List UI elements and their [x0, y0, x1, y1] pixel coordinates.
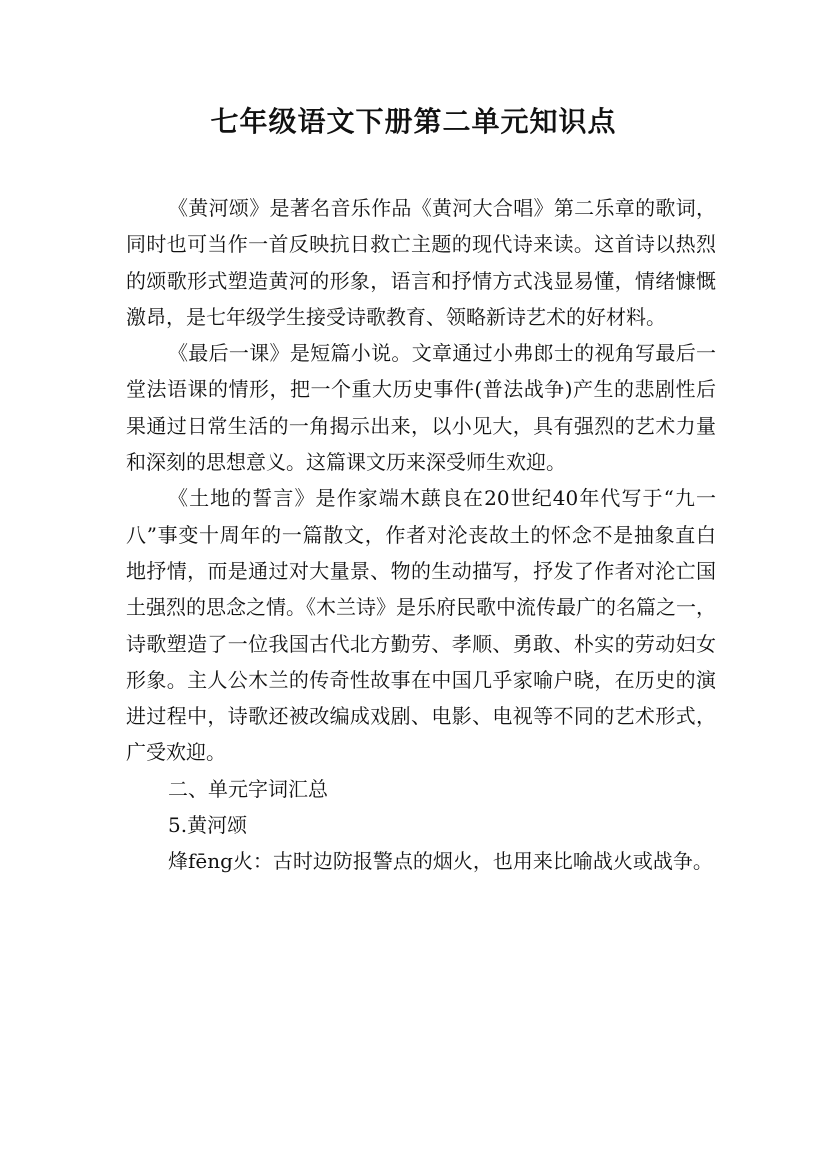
document-title: 七年级语文下册第二单元知识点 — [210, 105, 617, 138]
document-body — [126, 190, 716, 880]
paragraph-huanghe-song: 《黄河颂》是著名音乐作品《黄河大合唱》第二乐章的歌词，同时也可当作一首反映抗日救亡主题的现代诗来读。这首诗以热烈的颂歌形式塑造黄河的形象，语言和抒情方式浅显易懂，情绪慷慨激昂，是七年级学生接受诗歌教育、领略新诗艺术的好材料。 — [126, 196, 716, 329]
paragraph-tudi-shiyan: 《土地的誓言》是作家端木蕻良在20世纪40年代写于“九一八”事变十周年的一篇散文，作者对沦丧故土的怀念不是抽象直白地抒情，而是通过对大量景、物的生动描写，抒发了作者对沦亡国土强烈的思念之情。《木兰诗》是乐府民歌中流传最广的名篇之一，诗歌塑造了一位我国古代北方勤劳、孝顺、勇敢、朴实的劳动妇女形象。主人公木兰的传奇性故事在中国几乎家喻户晓，在历史的演进过程中，诗歌还被改编成戏剧、电影、电视等不同的艺术形式，广受欢迎。 — [126, 486, 716, 765]
paragraph-zuihou-yike: 《最后一课》是短篇小说。文章通过小弗郎士的视角写最后一堂法语课的情形，把一个重大历史事件(普法战争)产生的悲剧性后果通过日常生活的一角揭示出来，以小见大，具有强烈的艺术力量和深刻的思想意义。这篇课文历来深受师生欢迎。 — [126, 341, 716, 475]
subsection-heading: 5.黄河颂 — [168, 813, 248, 838]
vocabulary-entry: 烽fēng火：古时边防报警点的烟火，也用来比喻战火或战争。 — [168, 849, 713, 874]
section-heading: 二、单元字词汇总 — [168, 776, 328, 801]
